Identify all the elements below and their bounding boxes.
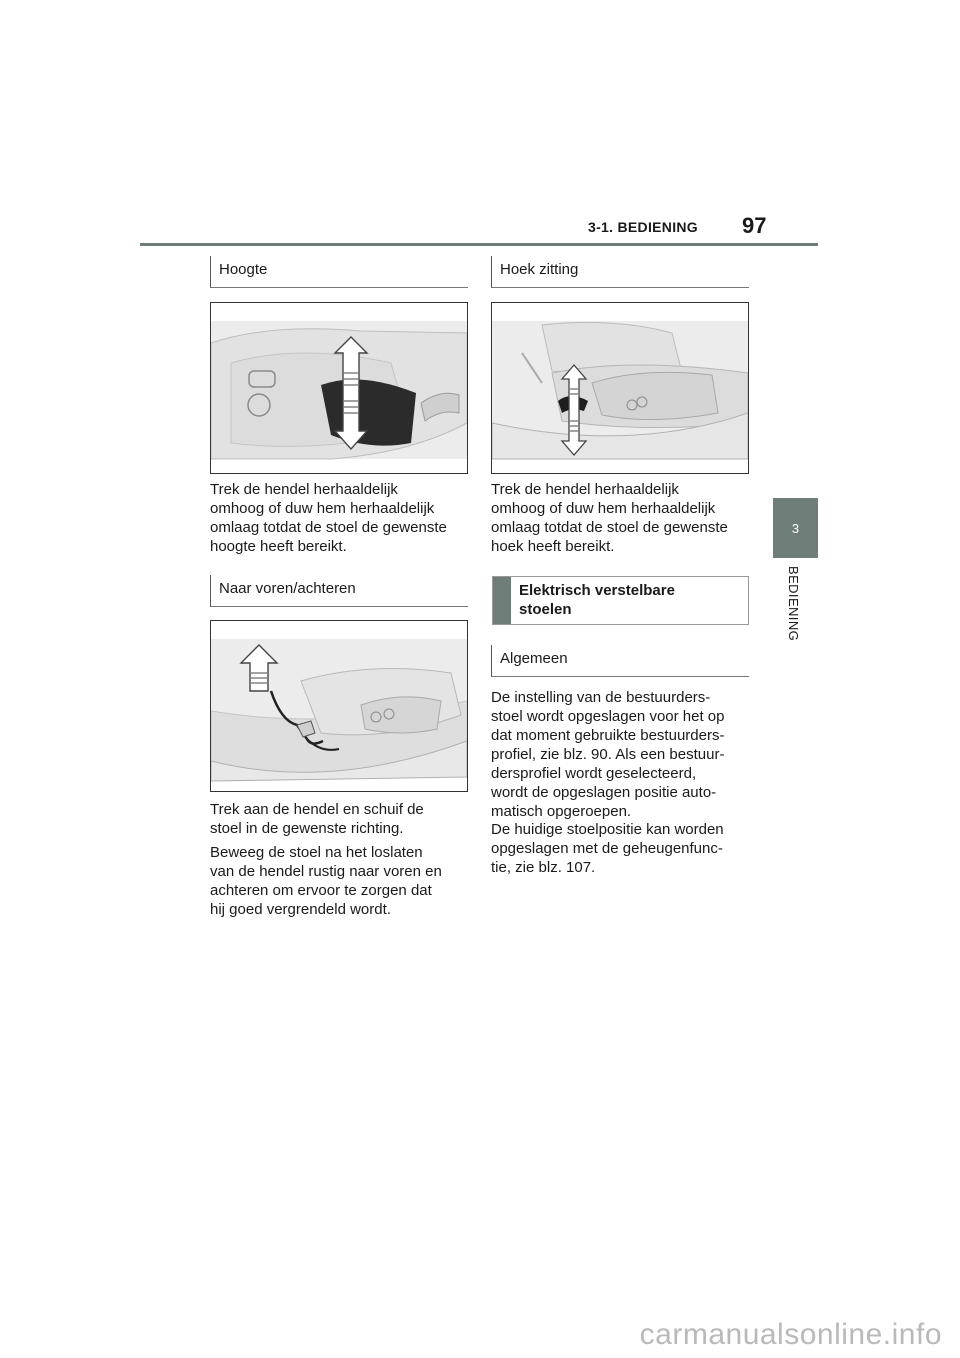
section-heading-hoek-zitting-text: Hoek zitting [500, 261, 579, 278]
chapter-side-label [772, 566, 818, 666]
chapter-side-label-text: BEDIENING [786, 566, 801, 642]
section-heading-hoek-zitting [491, 256, 749, 288]
seat-height-illustration [211, 303, 467, 473]
angle-instructions: Trek de hendel herhaaldelijk omhoog of duw hem herhaaldelijk omlaag totdat de stoel de gewenste hoek heeft bereikt. [491, 481, 728, 555]
chapter-title: 3-1. BEDIENING [588, 219, 698, 235]
general-memory-function-note: De huidige stoelpositie kan worden opgeslagen met de geheugenfunc- tie, zie blz. 107. [491, 821, 724, 876]
header-divider [140, 243, 818, 246]
callout-accent-bar [493, 577, 511, 624]
section-heading-naar-voren-achteren-text: Naar voren/achteren [219, 580, 356, 597]
footer-band [0, 1300, 960, 1358]
callout-electric-seats [492, 576, 749, 625]
page-number: 97 [742, 213, 767, 238]
figure-seat-fore-aft-lever [210, 620, 468, 792]
figure-seat-height-lever [210, 302, 468, 474]
section-heading-algemeen-text: Algemeen [500, 650, 568, 667]
callout-title: Elektrisch verstelbare stoelen [519, 582, 675, 618]
section-heading-naar-voren-achteren [210, 575, 468, 607]
figure-seat-angle-lever [491, 302, 749, 474]
seat-fore-aft-illustration [211, 621, 467, 791]
section-heading-hoogte-text: Hoogte [219, 261, 268, 278]
fore-aft-instructions: Trek aan de hendel en schuif de stoel in de gewenste richting. [210, 801, 424, 837]
height-instructions: Trek de hendel herhaaldelijk omhoog of duw hem herhaaldelijk omlaag totdat de stoel de gewenste hoogte heeft bereikt. [210, 481, 447, 555]
fore-aft-locking-note: Beweeg de stoel na het loslaten van de hendel rustig naar voren en achteren om ervoor te zorgen dat hij goed vergrendeld wordt. [210, 844, 442, 918]
chapter-tab [773, 498, 818, 558]
chapter-tab-number: 3 [791, 520, 800, 536]
watermark: carmanualsonline.info [639, 1318, 942, 1351]
general-memory-description: De instelling van de bestuurders- stoel wordt opgeslagen voor het op dat moment gebruikte bestuurders- profiel, zie blz. 90. Als een bestuur- dersprofiel wordt geselecteerd, wordt de opgeslagen positie auto- matisch opgeroepen. [491, 689, 725, 820]
seat-angle-illustration [492, 303, 748, 473]
section-heading-hoogte [210, 256, 468, 288]
section-heading-algemeen [491, 645, 749, 677]
